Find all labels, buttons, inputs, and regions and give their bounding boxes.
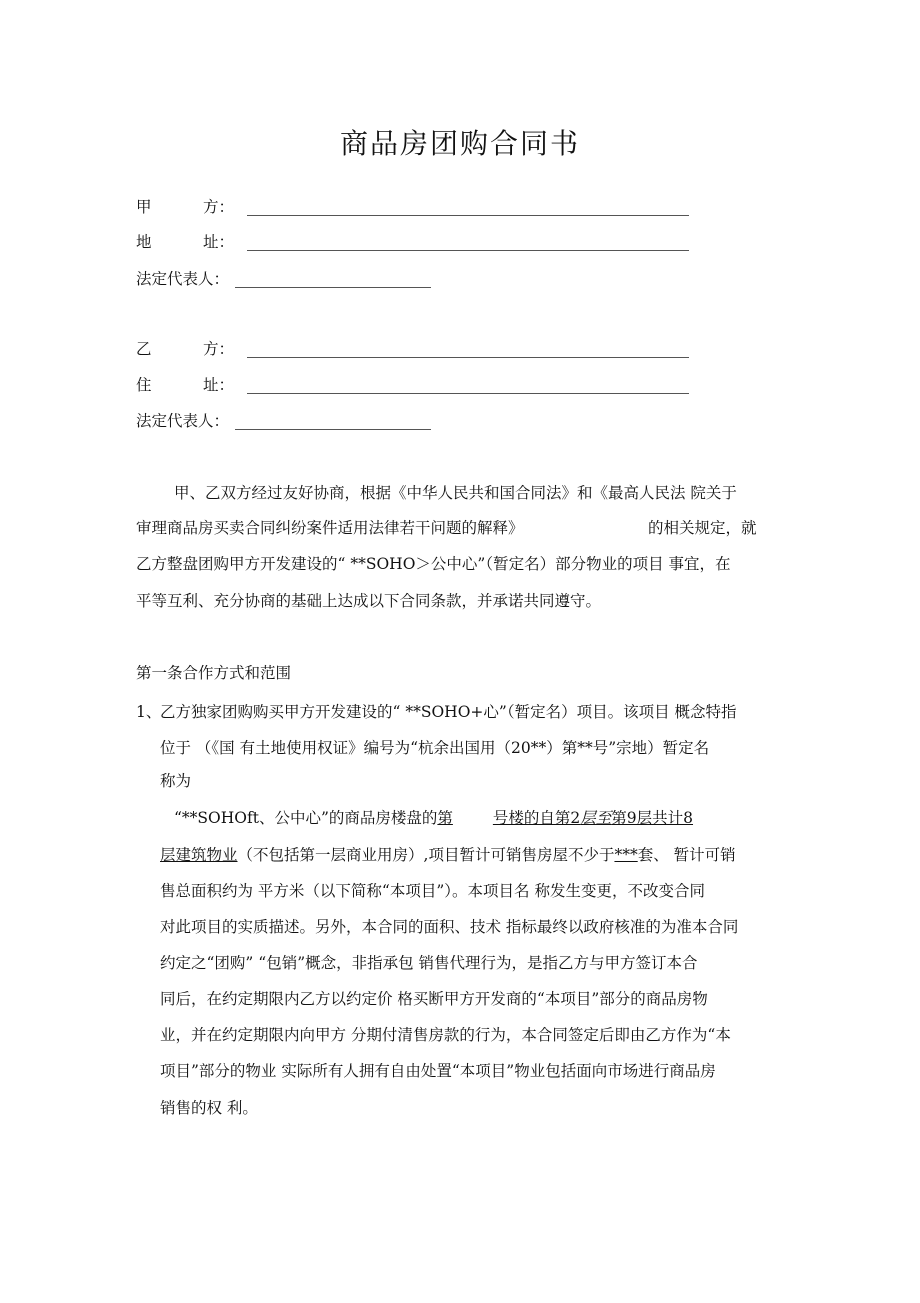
party-b-name-field xyxy=(136,338,246,360)
line-4-part-b: 第 号楼的自第2层至第9层共计8 xyxy=(437,809,694,827)
party-b-address-label: 住 址： xyxy=(136,376,234,394)
intro-line-2b: 的相关规定，就 xyxy=(648,519,757,537)
line-5-part-d: 套、 暂计可销 xyxy=(637,846,736,864)
party-a-rep-field xyxy=(136,268,229,290)
article-1-line-5 xyxy=(160,844,736,866)
party-b-address-field xyxy=(136,374,246,396)
line-4-part-d: 层至 xyxy=(580,809,612,827)
article-1-line-2: 位于 （《国 有土地使用权证》编号为“杭余出国用（20**）第**号”宗地）暂定名 xyxy=(160,739,710,757)
party-b-rep-blank[interactable] xyxy=(235,429,431,430)
line-5-part-a: 层建筑物业 xyxy=(160,846,238,864)
article-1-line-11: 项目”部分的物业 实际所有人拥有自由处置“本项目”物业包括面向市场进行商品房 xyxy=(160,1062,716,1080)
article-1-line-12: 销售的权 利。 xyxy=(160,1099,258,1117)
party-b-rep-label: 法定代表人： xyxy=(136,412,230,430)
party-b-address-blank[interactable] xyxy=(247,393,689,394)
document-title: 商品房团购合同书 xyxy=(339,127,580,160)
party-b-rep-field xyxy=(136,410,229,432)
intro-line-1: 甲、乙双方经过友好协商，根据《中华人民共和国合同法》和《最高人民法 院关于 xyxy=(174,484,737,502)
article-1-line-7: 对此项目的实质描述。另外，本合同的面积、技术 指标最终以政府核准的为准本合同 xyxy=(160,918,739,936)
party-b-name-blank[interactable] xyxy=(247,357,689,358)
party-b-name-label: 乙 方： xyxy=(136,340,234,358)
article-1-line-6: 售总面积约为 平方米（以下简称“本项目”）。本项目名 称发生变更，不改变合同 xyxy=(160,882,705,900)
party-a-rep-blank[interactable] xyxy=(235,287,431,288)
intro-line-3: 乙方整盘团购甲方开发建设的“ **SOHO＞公中心”（暂定名）部分物业的项目 事宜，在 xyxy=(136,555,731,573)
line-4-part-a: “**SOHOft、公中心”的商品房楼盘的 xyxy=(174,809,438,827)
party-a-address-field xyxy=(136,231,246,253)
party-a-name-label: 甲 方： xyxy=(136,198,234,216)
party-a-address-blank[interactable] xyxy=(247,250,689,251)
item-number: 1、 xyxy=(136,703,162,721)
article-1-line-9: 同后，在约定期限内乙方以约定价 格买断甲方开发商的“本项目”部分的商品房物 xyxy=(160,990,708,1008)
party-a-name-blank[interactable] xyxy=(247,215,689,216)
line-5-part-c: *** xyxy=(614,846,638,864)
article-1-heading: 第一条合作方式和范围 xyxy=(136,664,292,682)
party-a-rep-label: 法定代表人： xyxy=(136,270,230,288)
intro-line-2a: 审理商品房买卖合同纠纷案件适用法律若干问题的解释》 xyxy=(136,519,524,537)
article-1-line-4 xyxy=(174,807,693,829)
article-1-line-10: 业，并在约定期限内向甲方 分期付清售房款的行为，本合同签定后即由乙方作为“本 xyxy=(160,1026,731,1044)
line-5-part-b: （不包括第一层商业用房）,项目暂计可销售房屋不少于 xyxy=(237,846,615,864)
party-a-address-label: 地 址： xyxy=(136,233,234,251)
article-1-line-1: 乙方独家团购购买甲方开发建设的“ **SOHO+心”（暂定名）项目。该项目 概念特指 xyxy=(160,703,737,721)
party-a-name-field xyxy=(136,196,246,218)
intro-line-4: 平等互利、充分协商的基础上达成以下合同条款，并承诺共同遵守。 xyxy=(136,592,602,610)
article-1-line-8: 约定之“团购” “包销”概念，非指承包 销售代理行为，是指乙方与甲方签订本合 xyxy=(160,954,698,972)
article-1-line-3: 称为 xyxy=(160,772,192,790)
